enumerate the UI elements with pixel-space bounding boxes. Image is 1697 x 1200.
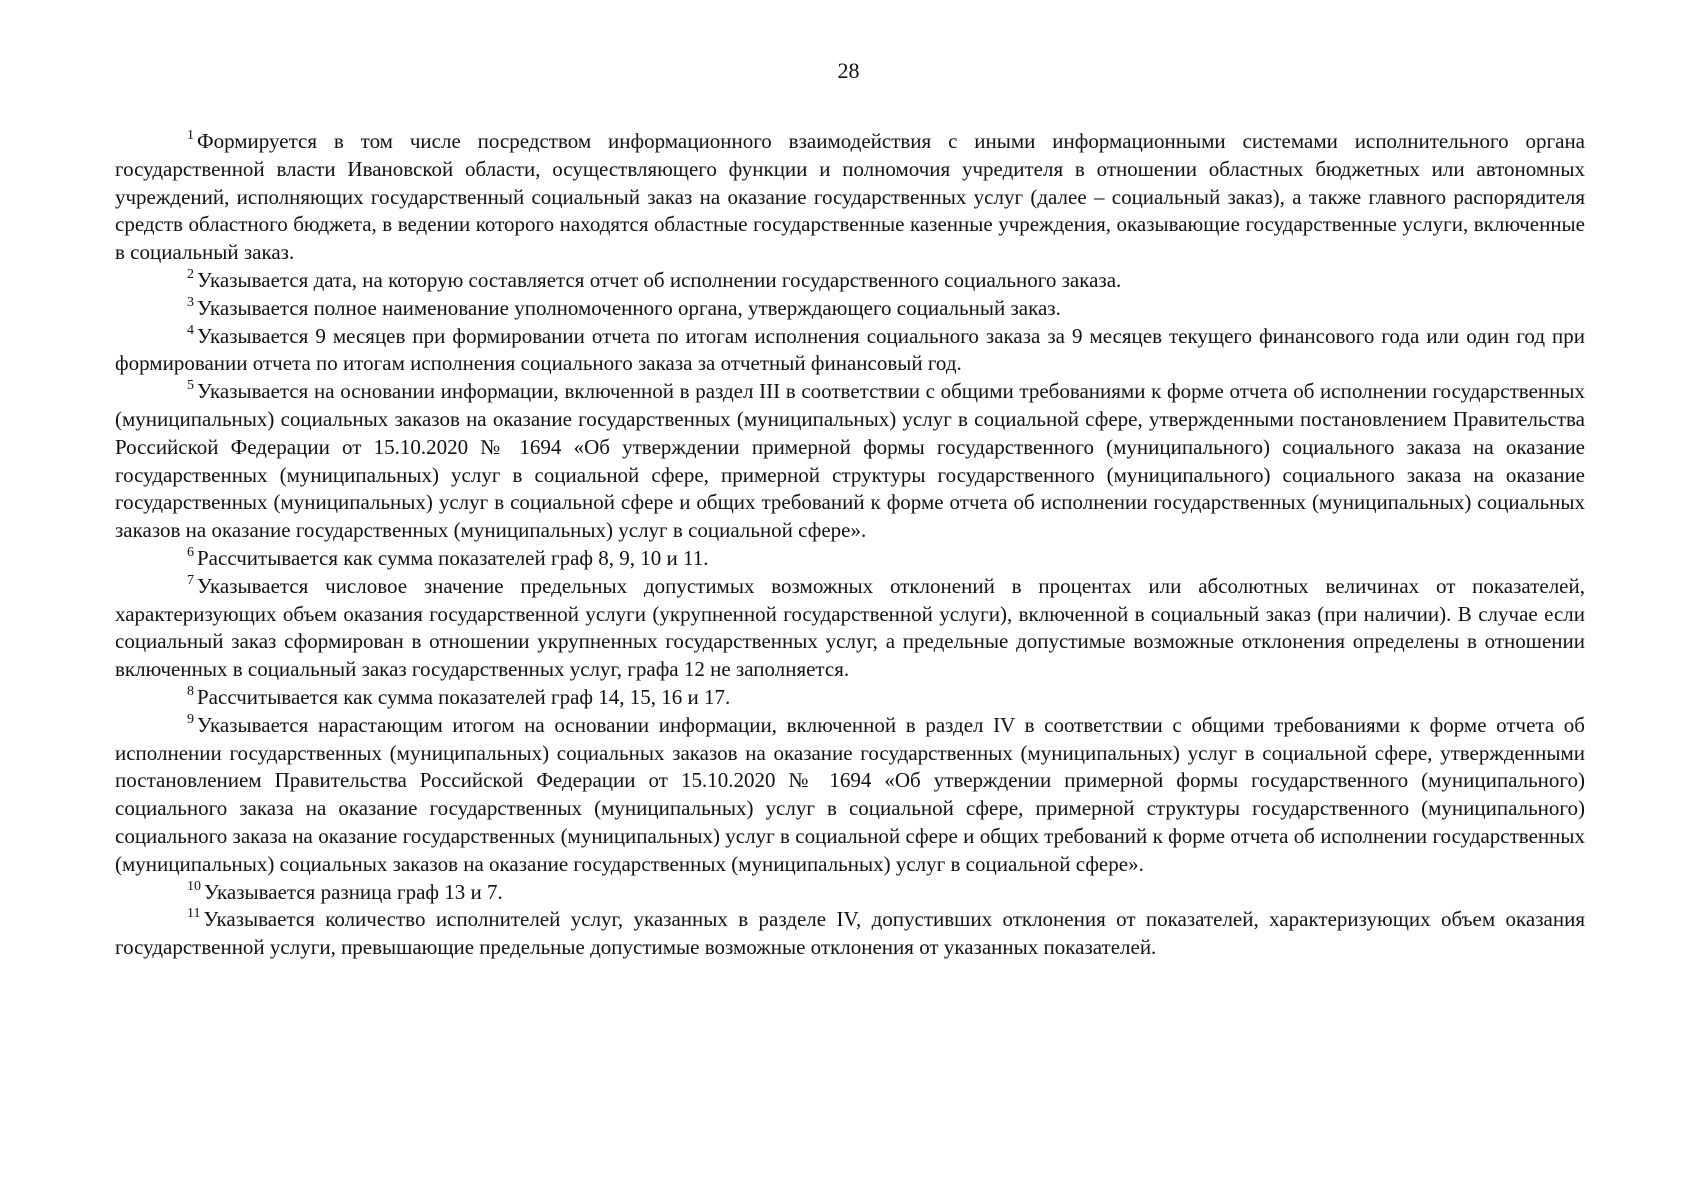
footnote-text: Указывается 9 месяцев при формировании отчета по итогам исполнения социального заказа за 9 месяцев текущего финансового года или один год при формировании отчета по итогам исполнения социального заказа за отчетный финансовый год. — [115, 323, 1585, 376]
footnote-9 — [115, 712, 1585, 879]
footnote-4 — [115, 323, 1585, 379]
footnote-8 — [115, 684, 1585, 712]
footnote-10 — [115, 879, 1585, 907]
footnote-text: Указывается нарастающим итогом на основании информации, включенной в раздел IV в соответствии с общими требованиями к форме отчета об исполнении государственных (муниципальных) социальных заказов на оказание государственных (муниципальных) услуг в социальной сфере, утвержденными постановлением Правительства Российской Федерации от 15.10.2020 № 1694 «Об утверждении примерной формы государственного (муниципального) социального заказа на оказание государственных (муниципальных) услуг в социальной сфере, примерной структуры государственного (муниципального) социального заказа на оказание государственных (муниципальных) услуг в социальной сфере и общих требований к форме отчета об исполнении государственных (муниципальных) социальных заказов на оказание государственных (муниципальных) услуг в социальной сфере». — [115, 712, 1585, 876]
footnote-text: Указывается разница граф 13 и 7. — [204, 879, 503, 904]
footnote-text: Указывается числовое значение предельных допустимых возможных отклонений в процентах или абсолютных величинах от показателей, характеризующих объем оказания государственной услуги (укрупненной государственной услуги), включенной в социальный заказ (при наличии). В случае если социальный заказ сформирован в отношении укрупненных государственных услуг, а предельные допустимые возможные отклонения определены в отношении включенных в социальный заказ государственных услуг, графа 12 не заполняется. — [115, 573, 1585, 682]
footnote-2 — [115, 267, 1585, 295]
footnote-marker: 6 — [187, 544, 194, 560]
footnote-text: Формируется в том числе посредством информационного взаимодействия с иными информационными системами исполнительного органа государственной власти Ивановской области, осуществляющего функции и полномочия учредителя в отношении областных бюджетных или автономных учреждений, исполняющих государственный социальный заказ на оказание государственных услуг (далее – социальный заказ), а также главного распорядителя средств областного бюджета, в ведении которого находятся областные государственные казенные учреждения, оказывающие государственные услуги, включенные в социальный заказ. — [115, 129, 1585, 265]
footnote-text: Указывается на основании информации, включенной в раздел III в соответствии с общими требованиями к форме отчета об исполнении государственных (муниципальных) социальных заказов на оказание государственных (муниципальных) услуг в социальной сфере, утвержденными постановлением Правительства Российской Федерации от 15.10.2020 № 1694 «Об утверждении примерной формы государственного (муниципального) социального заказа на оказание государственных (муниципальных) услуг в социальной сфере, примерной структуры государственного (муниципального) социального заказа на оказание государственных (муниципальных) услуг в социальной сфере и общих требований к форме отчета об исполнении государственных (муниципальных) социальных заказов на оказание государственных (муниципальных) услуг в социальной сфере». — [115, 379, 1585, 543]
footnote-text: Указывается количество исполнителей услуг, указанных в разделе IV, допустивших отклонения от показателей, характеризующих объем оказания государственной услуги, превышающие предельные допустимые возможные отклонения от указанных показателей. — [115, 907, 1585, 960]
footnote-text: Указывается дата, на которую составляется отчет об исполнении государственного социального заказа. — [197, 267, 1122, 292]
footnote-11 — [115, 906, 1585, 962]
footnote-marker: 11 — [187, 906, 201, 922]
footnote-marker: 2 — [187, 266, 194, 282]
footnote-3 — [115, 295, 1585, 323]
footnote-7 — [115, 573, 1585, 684]
footnote-marker: 10 — [187, 878, 201, 894]
footnotes-list — [115, 128, 1585, 962]
footnote-marker: 4 — [187, 322, 194, 338]
footnote-marker: 1 — [187, 128, 194, 143]
footnote-marker: 7 — [187, 572, 194, 588]
footnote-marker: 3 — [187, 294, 194, 310]
footnote-marker: 8 — [187, 683, 194, 699]
footnote-1 — [115, 128, 1585, 267]
footnote-text: Рассчитывается как сумма показателей граф 8, 9, 10 и 11. — [197, 545, 709, 570]
footnote-marker: 5 — [187, 378, 194, 394]
footnote-marker: 9 — [187, 711, 194, 727]
footnote-text: Рассчитывается как сумма показателей граф 14, 15, 16 и 17. — [197, 684, 731, 709]
footnote-5 — [115, 378, 1585, 545]
page-number: 28 — [837, 58, 860, 83]
footnote-text: Указывается полное наименование уполномоченного органа, утверждающего социальный заказ. — [197, 295, 1061, 320]
footnote-6 — [115, 545, 1585, 573]
